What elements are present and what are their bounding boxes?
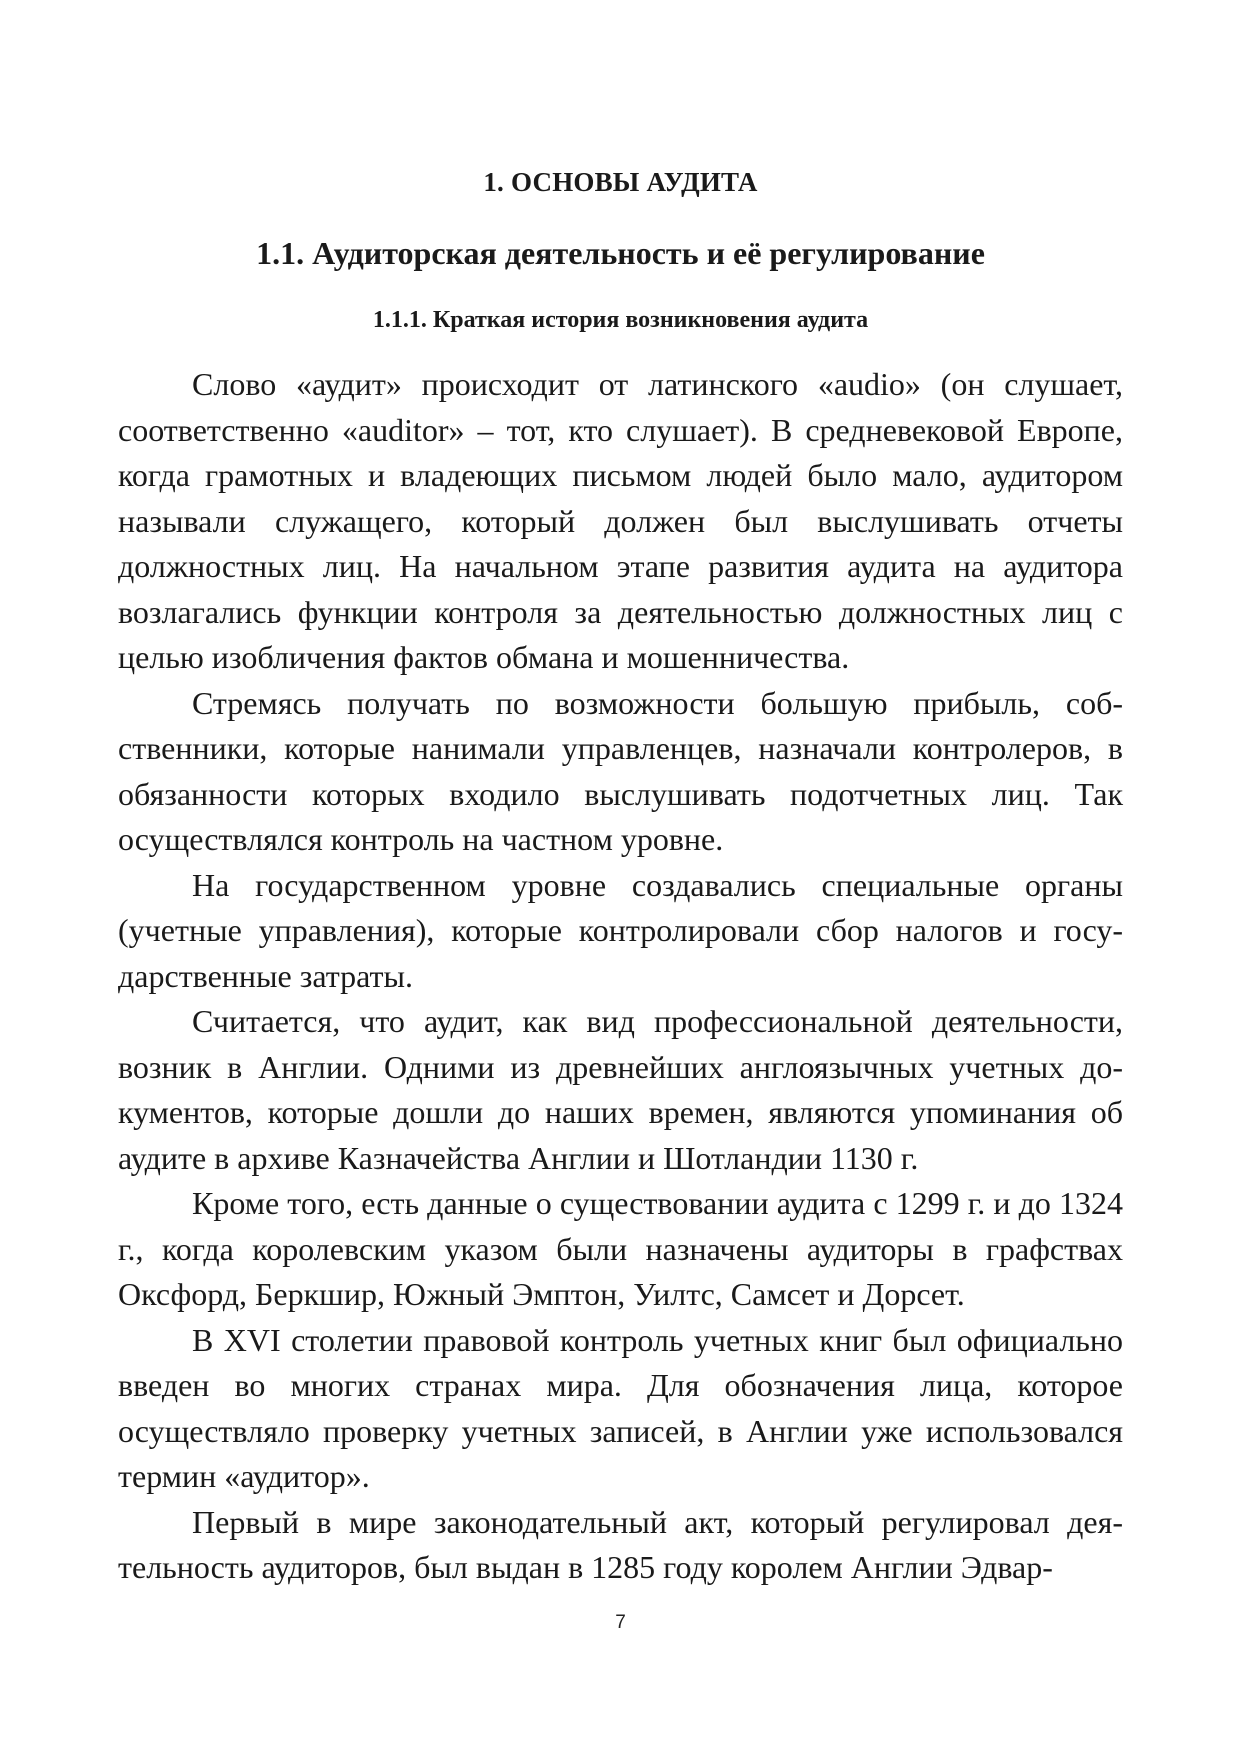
body-text bbox=[118, 362, 1123, 1591]
paragraph: Стремясь получать по возможности большую прибыль, собственники, которые нанимали управленцев, назначали контролеров, в обязанности которых входило выслушивать подотчетных лиц. Так осуществлялся контроль на частном уровне. bbox=[118, 684, 1123, 857]
paragraph: Считается, что аудит, как вид профессиональной деятельности, возник в Англии. Одними из древнейших англоязычных учетных документов, которые дошли до наших времен, являются упоминания об аудите в архиве Казначейства Англии и Шотландии 1130 г. bbox=[118, 1003, 1123, 1176]
paragraph: Слово «аудит» происходит от латинского «audio» (он слушает, соответственно «auditor» – тот, кто слушает). В средневековой Европе, когда грамотных и владеющих письмом людей было мало, аудитором называли служащего, который должен был выслушивать отчеты должностных лиц. На начальном этапе развития аудита на аудитора возлагались функции контроля за деятельностью должностных лиц с целью изобличения фактов обмана и мошенничества. bbox=[118, 366, 1124, 675]
subsection-title: 1.1.1. Краткая история возникновения аудита bbox=[372, 307, 869, 333]
chapter-title: 1. ОСНОВЫ АУДИТА bbox=[483, 167, 758, 197]
page-number: 7 bbox=[615, 1612, 626, 1633]
paragraph: Кроме того, есть данные о существовании аудита с 1299 г. и до 1324 г., когда королевским указом были назначены аудиторы в графствах Оксфорд, Беркшир, Южный Эмптон, Уилтс, Самсет и Дорсет. bbox=[118, 1185, 1123, 1312]
paragraph: В XVI столетии правовой контроль учетных книг был официально введен во многих странах мира. Для обозначения лица, которое осуществляло проверку учетных записей, в Англии уже использовался термин «аудитор». bbox=[118, 1321, 1123, 1494]
page-content bbox=[118, 160, 1123, 1591]
section-title: 1.1. Аудиторская деятельность и её регулирование bbox=[256, 235, 985, 271]
paragraph: Первый в мире законодательный акт, который регулировал деятельность аудиторов, был выдан в 1285 году королем Англии Эдвар- bbox=[118, 1503, 1123, 1585]
paragraph: На государственном уровне создавались специальные органы (учетные управления), которые контролировали сбор налогов и государственные затраты. bbox=[118, 866, 1123, 994]
